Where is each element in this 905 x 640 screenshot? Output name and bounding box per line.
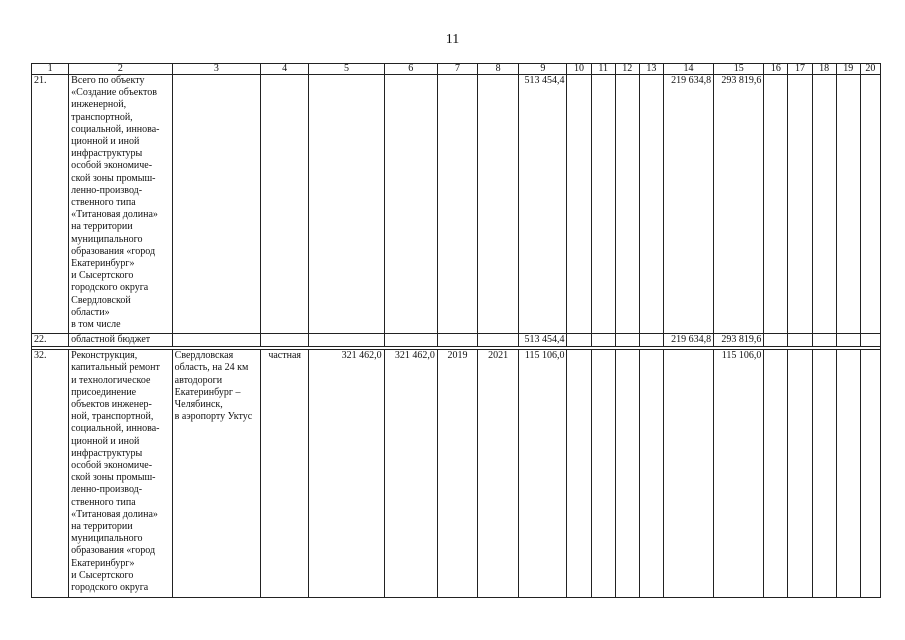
cost-cell (309, 334, 384, 347)
page-number: 11 (445, 32, 460, 47)
year-end-cell (478, 334, 519, 347)
header-cell: 4 (261, 64, 309, 75)
empty-cell (812, 334, 836, 347)
year-end-cell (478, 75, 519, 334)
total-cell: 513 454,4 (519, 334, 567, 347)
cost-cell: 321 462,0 (384, 350, 437, 598)
budget-table (31, 63, 881, 598)
row-description: областной бюджет (69, 334, 172, 347)
year-value-cell: 293 819,6 (714, 75, 764, 334)
cost-cell: 321 462,0 (309, 350, 384, 598)
header-cell: 15 (714, 64, 764, 75)
header-cell: 2 (69, 64, 172, 75)
header-cell: 11 (591, 64, 615, 75)
empty-cell (591, 350, 615, 598)
empty-cell (615, 350, 639, 598)
header-cell: 7 (437, 64, 477, 75)
empty-cell (788, 350, 812, 598)
empty-cell (860, 350, 880, 598)
empty-cell (812, 350, 836, 598)
year-value-cell: 293 819,6 (714, 334, 764, 347)
location-cell (172, 334, 260, 347)
row-number: 21. (32, 75, 69, 334)
row-number: 32. (32, 350, 69, 598)
year-value-cell: 115 106,0 (714, 350, 764, 598)
header-cell: 6 (384, 64, 437, 75)
year-value-cell: 219 634,8 (663, 75, 713, 334)
empty-cell (860, 75, 880, 334)
total-cell: 513 454,4 (519, 75, 567, 334)
empty-cell (639, 350, 663, 598)
header-cell: 13 (639, 64, 663, 75)
header-cell: 14 (663, 64, 713, 75)
year-start-cell: 2019 (437, 350, 477, 598)
empty-cell (639, 334, 663, 347)
empty-cell (567, 75, 591, 334)
header-cell: 20 (860, 64, 880, 75)
table-row (32, 334, 881, 347)
header-cell: 8 (478, 64, 519, 75)
ownership-cell (261, 75, 309, 334)
header-cell: 1 (32, 64, 69, 75)
empty-cell (788, 334, 812, 347)
year-end-cell: 2021 (478, 350, 519, 598)
table-row (32, 350, 881, 598)
total-cell: 115 106,0 (519, 350, 567, 598)
header-cell: 10 (567, 64, 591, 75)
ownership-cell (261, 334, 309, 347)
row-number: 22. (32, 334, 69, 347)
table-row (32, 75, 881, 334)
ownership-cell: частная (261, 350, 309, 598)
empty-cell (567, 350, 591, 598)
cost-cell (384, 75, 437, 334)
row-description: Всего по объекту «Создание объектов инженерной, транспортной, социальной, иннова- ционной и иной инфраструктуры особой экономиче- ской зоны промыш- ленно-производ- ственного типа «Титановая долина» на территории муниципального образования «город Екатеринбург» и Сысертского городского округа Свердловской области» в том числе (69, 75, 172, 334)
location-cell: Свердловская область, на 24 км автодороги Екатеринбург – Челябинск, в аэропорту Уктус (172, 350, 260, 598)
year-start-cell (437, 75, 477, 334)
header-cell: 3 (172, 64, 260, 75)
empty-cell (639, 75, 663, 334)
location-cell (172, 75, 260, 334)
empty-cell (567, 334, 591, 347)
header-cell: 12 (615, 64, 639, 75)
empty-cell (836, 75, 860, 334)
empty-cell (764, 350, 788, 598)
empty-cell (764, 334, 788, 347)
year-start-cell (437, 334, 477, 347)
empty-cell (764, 75, 788, 334)
empty-cell (860, 334, 880, 347)
empty-cell (836, 350, 860, 598)
header-cell: 5 (309, 64, 384, 75)
empty-cell (615, 75, 639, 334)
empty-cell (836, 334, 860, 347)
empty-cell (788, 75, 812, 334)
year-value-cell: 219 634,8 (663, 334, 713, 347)
empty-cell (615, 334, 639, 347)
year-value-cell (663, 350, 713, 598)
header-cell: 18 (812, 64, 836, 75)
header-cell: 16 (764, 64, 788, 75)
empty-cell (812, 75, 836, 334)
empty-cell (591, 75, 615, 334)
cost-cell (309, 75, 384, 334)
cost-cell (384, 334, 437, 347)
header-row (32, 64, 881, 75)
header-cell: 9 (519, 64, 567, 75)
row-description: Реконструкция, капитальный ремонт и технологическое присоединение объектов инженер- ной, транспортной, социальной, иннова- ционной и иной инфраструктуры особой экономиче- ской зоны промыш- ленно-производ- ственного типа «Титановая долина» на территории муниципального образования «город Екатеринбург» и Сысертского городского округа (69, 350, 172, 598)
header-cell: 17 (788, 64, 812, 75)
empty-cell (591, 334, 615, 347)
header-cell: 19 (836, 64, 860, 75)
